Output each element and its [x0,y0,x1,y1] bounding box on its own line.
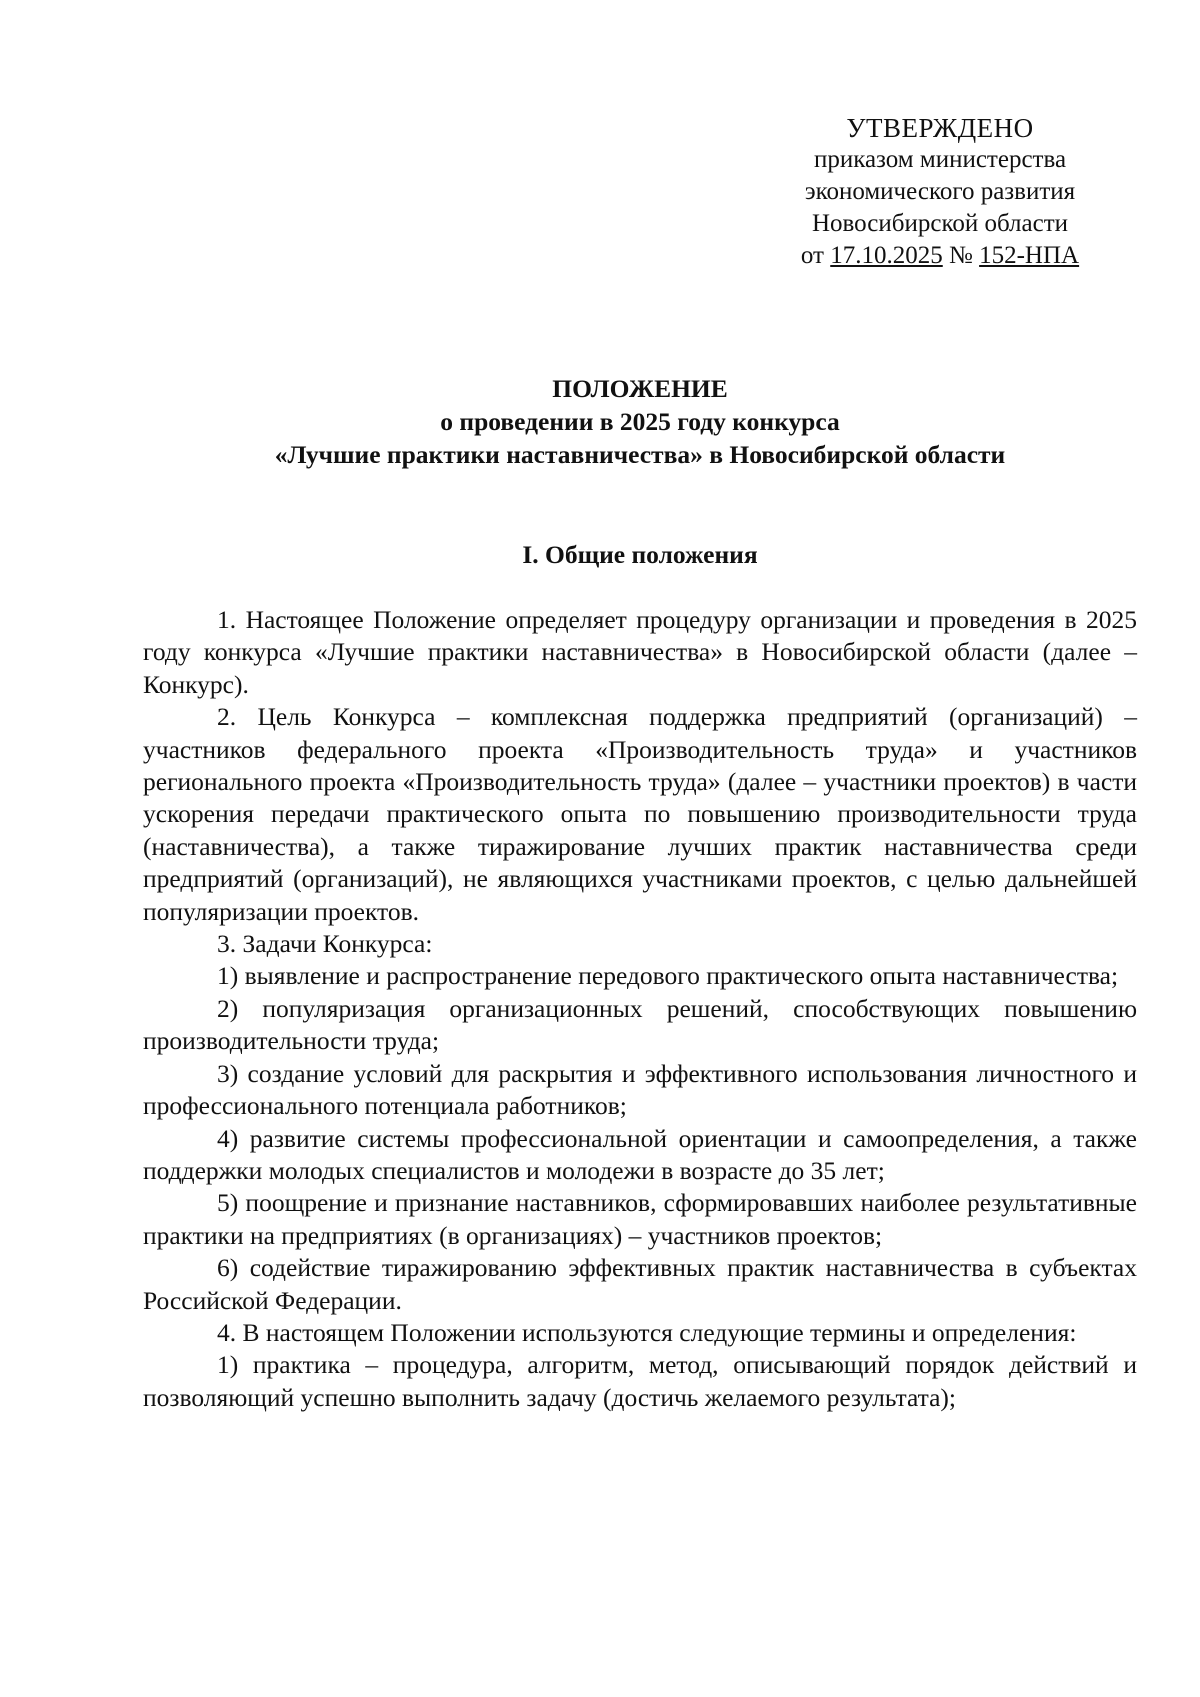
approval-date-prefix: от [800,242,831,269]
title-line-3: «Лучшие практики наставничества» в Новосибирской области [274,440,1006,469]
paragraph: 6) содействие тиражированию эффективных практик наставничества в субъектах Российской Федерации. [143,1253,1137,1315]
section-heading: I. Общие положения [522,540,758,569]
approval-heading: УТВЕРЖДЕНО [846,113,1034,143]
approval-date: 17.10.2025 [830,242,943,269]
approval-line-2: экономического развития [804,178,1076,205]
paragraph: 5) поощрение и признание наставников, сформировавших наиболее результативные практики на предприятиях (в организациях) – участников проектов; [143,1188,1137,1250]
approval-date-line [770,240,1110,272]
paragraph: 3. Задачи Конкурса: [217,929,433,959]
paragraph: 2) популяризация организационных решений, способствующих повышению производительности труда; [143,993,1137,1056]
document-title [140,372,1140,471]
approval-number: 152-НПА [979,242,1080,269]
document-body [143,604,1137,1414]
approval-block [770,112,1110,272]
paragraph: 1) выявление и распространение передового практического опыта наставничества; [217,961,1119,991]
title-line-2: о проведении в 2025 году конкурса [440,407,840,436]
paragraph: 1. Настоящее Положение определяет процедуру организации и проведения в 2025 году конкурса «Лучшие практики наставничества» в Новосибирской области (далее – Конкурс). [143,605,1137,699]
approval-number-prefix: № [942,242,980,269]
paragraph: 2. Цель Конкурса – комплексная поддержка предприятий (организаций) – участников федерального проекта «Производительность труда» и участников регионального проекта «Производительность труда» (далее – участники проектов) в части ускорения передачи практического опыта по повышению производительности труда (наставничества), а также тиражирование лучших практик наставничества среди предприятий (организаций), не являющихся участниками проектов, с целью дальнейшей популяризации проектов. [143,702,1137,926]
paragraph: 3) создание условий для раскрытия и эффективного использования личностного и профессионального потенциала работников; [143,1058,1137,1121]
approval-line-1: приказом министерства [813,146,1067,173]
paragraph: 4) развитие системы профессиональной ориентации и самоопределения, а также поддержки молодых специалистов и молодежи в возрасте до 35 лет; [143,1123,1137,1185]
paragraph: 4. В настоящем Положении используются следующие термины и определения: [217,1317,1077,1347]
paragraph: 1) практика – процедура, алгоритм, метод, описывающий порядок действий и позволяющий успешно выполнить задачу (достичь желаемого результата); [143,1350,1137,1412]
approval-line-3: Новосибирской области [811,210,1069,237]
title-line-1: ПОЛОЖЕНИЕ [552,374,728,403]
